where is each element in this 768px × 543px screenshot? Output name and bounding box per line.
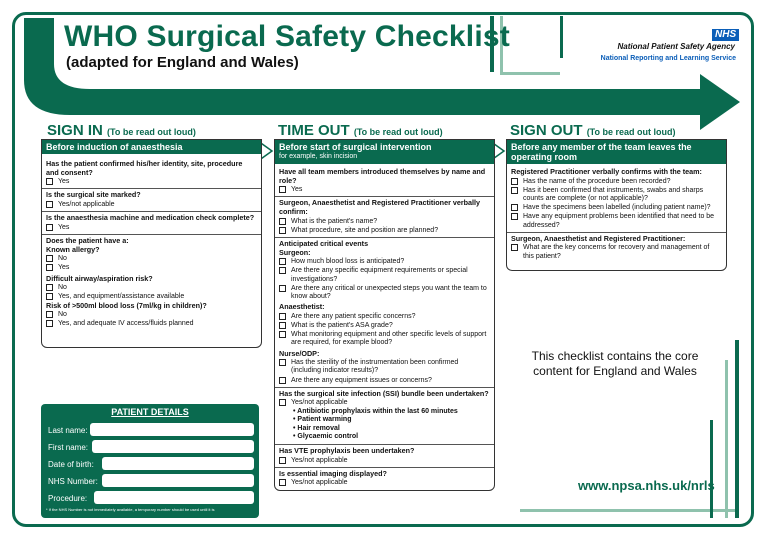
- sign-in-site: [42, 189, 261, 212]
- checkbox[interactable]: [279, 227, 286, 234]
- bullet-item: • Glycaemic control: [279, 433, 490, 442]
- question: Is the anaesthesia machine and medication check complete?: [46, 213, 255, 223]
- deco-bar-7: [520, 509, 735, 512]
- nurse-label: Nurse/ODP:: [279, 348, 320, 358]
- option-label: Yes: [58, 264, 70, 272]
- time-out-ssi: [275, 388, 494, 445]
- group-label: Risk of >500ml blood loss (7ml/kg in children)?: [46, 300, 207, 310]
- option-label: No: [58, 284, 67, 292]
- option-label: Yes: [58, 223, 70, 231]
- time-out-critical: [275, 238, 494, 388]
- group-label: Known allergy?: [46, 244, 100, 254]
- sign-in-anaesthesia: [42, 212, 261, 235]
- procedure-label: Procedure:: [48, 494, 88, 503]
- last-name-label: Last name:: [48, 426, 88, 435]
- option-label: Yes, and adequate IV access/fluids planned: [58, 320, 194, 328]
- nhs-logo: NHS: [712, 29, 739, 41]
- nhs-number-field[interactable]: [102, 474, 254, 487]
- procedure-field[interactable]: [94, 491, 254, 504]
- sign-in-identity: [42, 154, 261, 189]
- question: Anticipated critical events: [279, 238, 369, 248]
- deco-bar-3: [500, 72, 560, 75]
- dob-label: Date of birth:: [48, 460, 94, 469]
- deco-bar-6: [725, 360, 728, 518]
- deco-bar-5: [735, 340, 739, 518]
- time-out-confirm: [275, 197, 494, 238]
- checkbox[interactable]: [46, 178, 53, 185]
- option-label: Have any equipment problems been identified that need to be addressed?: [523, 213, 715, 229]
- question: Registered Practitioner verbally confirms with the team:: [511, 167, 702, 176]
- question: Has the surgical site infection (SSI) bundle been undertaken?: [279, 388, 489, 398]
- option-label: How much blood loss is anticipated?: [291, 258, 405, 266]
- sign-out-concerns: [507, 233, 726, 263]
- question: Has VTE prophylaxis been undertaken?: [279, 445, 415, 455]
- checkbox[interactable]: [279, 322, 286, 329]
- checkbox[interactable]: [279, 218, 286, 225]
- checkbox[interactable]: [46, 224, 53, 231]
- option-label: Are there any critical or unexpected steps you want the team to know about?: [291, 284, 487, 300]
- checkbox[interactable]: [279, 479, 286, 486]
- checkbox[interactable]: [279, 258, 286, 265]
- option-label: Has the name of the procedure been recorded?: [523, 177, 671, 185]
- checkbox[interactable]: [279, 313, 286, 320]
- time-out-note: (To be read out loud): [353, 127, 443, 137]
- question: Does the patient have a:: [46, 235, 129, 245]
- checkbox[interactable]: [279, 377, 286, 384]
- checkbox[interactable]: [46, 264, 53, 271]
- group-label: Difficult airway/aspiration risk?: [46, 273, 153, 283]
- option-label: Has the sterility of the instrumentation been confirmed (including indicator results)?: [291, 359, 459, 375]
- time-out-box: [274, 139, 495, 491]
- sign-out-title: [510, 122, 676, 139]
- sign-in-label: SIGN IN: [47, 122, 103, 139]
- sign-out-label: SIGN OUT: [510, 122, 583, 139]
- agency-name: National Patient Safety Agency: [617, 42, 735, 51]
- bullet-item: • Hair removal: [279, 425, 490, 434]
- question: Surgeon, Anaesthetist and Registered Practitioner:: [511, 233, 686, 243]
- option-label: What is the patient's name?: [291, 217, 378, 225]
- question: Has the patient confirmed his/her identity, site, procedure and consent?: [46, 159, 243, 177]
- checkbox[interactable]: [46, 201, 53, 208]
- nhs-number-label: NHS Number:: [48, 477, 98, 486]
- checkbox[interactable]: [46, 293, 53, 300]
- question: Is essential imaging displayed?: [279, 468, 387, 478]
- checkbox[interactable]: [46, 320, 53, 327]
- patient-details-note: * If the NHS Number is not immediately available, a temporary number should be used until it is: [46, 507, 215, 512]
- option-label: Yes/not applicable: [291, 399, 348, 407]
- sign-in-title: [47, 122, 196, 139]
- option-label: Yes/not applicable: [291, 479, 348, 487]
- question: Surgeon, Anaesthetist and Registered Practitioner verbally confirm:: [279, 198, 481, 216]
- checkbox[interactable]: [511, 187, 518, 194]
- time-out-header-main: Before start of surgical intervention: [279, 142, 432, 152]
- option-label: What are the key concerns for recovery and management of this patient?: [523, 244, 710, 260]
- option-label: Yes: [58, 178, 70, 186]
- option-label: What is the patient's ASA grade?: [291, 321, 393, 329]
- deco-bar-4: [560, 16, 563, 58]
- option-label: Are there any equipment issues or concerns?: [291, 376, 432, 384]
- checkbox[interactable]: [511, 178, 518, 185]
- checkbox[interactable]: [279, 331, 286, 338]
- service-name: National Reporting and Learning Service: [600, 55, 736, 62]
- question: Have all team members introduced themselves by name and role?: [279, 167, 486, 185]
- checkbox[interactable]: [279, 186, 286, 193]
- dob-field[interactable]: [102, 457, 254, 470]
- bullet-item: • Antibiotic prophylaxis within the last 60 minutes: [279, 408, 490, 417]
- core-content-text: This checklist contains the core content for England and Wales: [531, 349, 699, 378]
- option-label: What procedure, site and position are planned?: [291, 226, 439, 234]
- checkbox[interactable]: [279, 457, 286, 464]
- option-label: Yes, and equipment/assistance available: [58, 293, 185, 301]
- time-out-header-sub: for example, skin incision: [279, 153, 358, 160]
- sign-in-patient-have: [42, 235, 261, 331]
- checkbox[interactable]: [511, 213, 518, 220]
- option-label: Have the specimens been labelled (including patient name)?: [523, 204, 711, 212]
- checkbox[interactable]: [279, 399, 286, 406]
- checkbox[interactable]: [279, 359, 286, 366]
- option-label: Has it been confirmed that instruments, swabs and sharps counts are complete (or not applicable)?: [523, 186, 704, 202]
- website-link[interactable]: www.npsa.nhs.uk/nrls: [578, 478, 715, 493]
- first-name-label: First name:: [48, 443, 89, 452]
- option-label: Yes/not applicable: [58, 200, 115, 208]
- time-out-label: TIME OUT: [278, 122, 350, 139]
- time-out-vte: [275, 445, 494, 468]
- option-label: Yes/not applicable: [291, 456, 348, 464]
- time-out-header: [275, 140, 494, 164]
- page-subtitle: (adapted for England and Wales): [66, 54, 299, 71]
- time-out-intro: [275, 164, 494, 197]
- sign-out-box: [506, 139, 727, 271]
- checkbox[interactable]: [279, 285, 286, 292]
- patient-details-title: PATIENT DETAILS: [111, 407, 189, 417]
- option-label: Yes: [291, 186, 303, 194]
- checkbox[interactable]: [511, 244, 518, 251]
- option-label: Are there any specific equipment requirements or special investigations?: [291, 267, 468, 283]
- sign-in-header: Before induction of anaesthesia: [42, 140, 261, 154]
- option-label: Are there any patient specific concerns?: [291, 312, 416, 320]
- sign-in-note: (To be read out loud): [107, 127, 196, 137]
- sign-in-box: [41, 139, 262, 348]
- first-name-field[interactable]: [92, 440, 254, 453]
- checkbox[interactable]: [279, 267, 286, 274]
- surgeon-label: Surgeon:: [279, 247, 311, 257]
- anaesthetist-label: Anaesthetist:: [279, 302, 325, 312]
- sign-out-confirm: [507, 164, 726, 233]
- sign-out-header: Before any member of the team leaves the operating room: [507, 140, 726, 164]
- bullet-item: • Patient warming: [279, 416, 490, 425]
- deco-bar-8: [710, 420, 713, 518]
- sign-out-note: (To be read out loud): [586, 127, 676, 137]
- time-out-title: [278, 122, 443, 139]
- checkbox[interactable]: [46, 311, 53, 318]
- option-label: No: [58, 311, 67, 319]
- checkbox[interactable]: [511, 204, 518, 211]
- checkbox[interactable]: [46, 284, 53, 291]
- time-out-imaging: [275, 468, 494, 490]
- page-title: WHO Surgical Safety Checklist: [64, 20, 510, 53]
- option-label: What monitoring equipment and other specific levels of support are required, for example blood?: [291, 331, 487, 347]
- last-name-field[interactable]: [90, 423, 254, 436]
- option-label: No: [58, 255, 67, 263]
- question: Is the surgical site marked?: [46, 190, 141, 200]
- checkbox[interactable]: [46, 255, 53, 262]
